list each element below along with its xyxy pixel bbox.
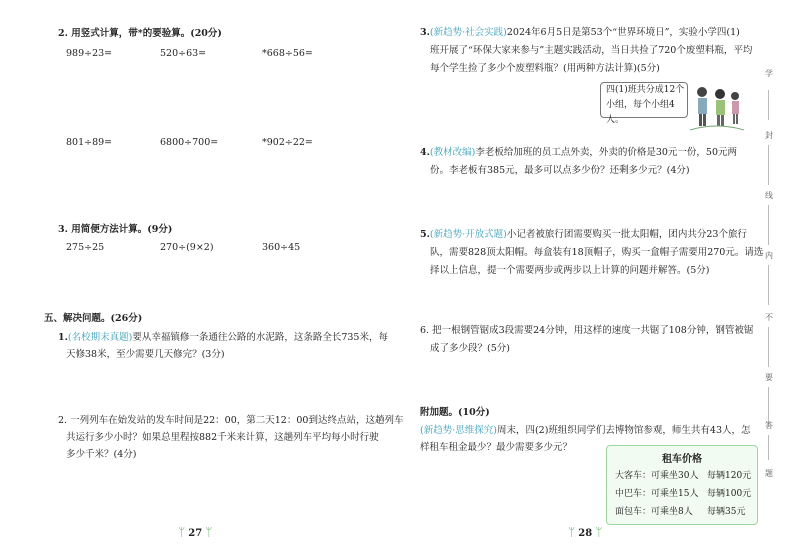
gutter-char: 内 — [765, 251, 773, 260]
price-row-fee: 每辆100元 — [707, 489, 752, 499]
plant-icon: ᛘ — [595, 525, 603, 539]
gutter-line — [768, 327, 769, 367]
problem-5-line1: 5.(新趋势·开放式题)小记者被旅行团需要购买一批太阳帽，团内共分23个旅行 — [420, 229, 747, 240]
q2-problem: 6800÷700= — [160, 137, 219, 148]
q3-problem: 360÷45 — [262, 242, 301, 253]
problem-3-line2: 班开展了“环保大家来参与”主题实践活动，当日共捡了720个废塑料瓶，平均 — [430, 45, 753, 56]
problem-2-line1: 2. 一列列车在始发站的发车时间是22：00，第二天12：00到达终点站，这趟列车 — [58, 415, 404, 426]
problem-6-line1: 6. 把一根钢管锯成3段需要24分钟，用这样的速度一共锯了108分钟，钢管被锯 — [420, 325, 754, 336]
problem-tag: (教材改编) — [429, 147, 476, 158]
problem-1-line1: 1.(名校期末真题)要从幸福镇修一条通往公路的水泥路，这条路全长735米，每 — [58, 332, 388, 343]
problem-tag: (新趋势·思维探究) — [420, 425, 497, 436]
gutter-char: 要 — [765, 373, 773, 382]
gutter-char: 学 — [765, 69, 773, 78]
q2-problem: 801÷89= — [66, 137, 113, 148]
gutter-char: 不 — [765, 313, 773, 322]
gutter-line — [768, 435, 769, 460]
price-row-type: 面包车：可乘坐8人 — [615, 507, 693, 517]
extra-line1: (新趋势·思维探究)周末，四(2)班组织同学们去博物馆参观，师生共有43人，怎 — [420, 425, 751, 436]
extra-line2: 样租车租金最少？最少需要多少元？ — [420, 442, 573, 453]
price-row-fee: 每辆35元 — [707, 507, 746, 517]
section5-title: 五、解决问题。(26分) — [44, 313, 143, 324]
q3-problem: 270÷(9×2) — [160, 242, 214, 253]
page-number-left: ᛘ 27 ᛘ — [178, 525, 213, 539]
problem-2-line3: 多少千米？(4分) — [66, 449, 137, 460]
q2-title: 2. 用竖式计算，带*的要验算。(20分) — [58, 28, 222, 39]
gutter-line — [768, 265, 769, 305]
q2-problem: 520÷63= — [160, 48, 207, 59]
plant-icon: ᛘ — [568, 525, 576, 539]
gutter-char: 题 — [765, 469, 773, 478]
q3-problem: 275÷25 — [66, 242, 105, 253]
problem-4-line2: 份。李老板有385元，最多可以点多少份？还剩多少元？(4分) — [430, 165, 690, 176]
problem-6-line2: 成了多少段？(5分) — [430, 343, 510, 354]
price-row-fee: 每辆120元 — [707, 471, 752, 481]
q2-problem: *668÷56= — [262, 48, 313, 59]
q2-problem: 989÷23= — [66, 48, 113, 59]
gutter-char: 答 — [765, 421, 773, 430]
q2-problem: *902÷22= — [262, 137, 313, 148]
price-heading: 租车价格 — [662, 454, 702, 465]
problem-tag: (新趋势·社会实践) — [429, 27, 507, 38]
problem-4-line1: 4.(教材改编)李老板给加班的员工点外卖，外卖的价格是30元一份，50元两 — [420, 147, 738, 158]
problem-1-line2: 天修38米，至少需要几天修完？(3分) — [66, 349, 225, 360]
rental-price-table — [606, 445, 758, 525]
gutter-line — [768, 205, 769, 245]
gutter-line — [768, 90, 769, 120]
problem-tag: (名校期末真题) — [67, 332, 133, 343]
plant-icon: ᛘ — [178, 525, 186, 539]
problem-tag: (新趋势·开放式题) — [429, 229, 507, 240]
problem-2-line2: 共运行多少小时？如果总里程按882千米来计算，这趟列车平均每小时行驶 — [66, 432, 379, 443]
gutter-char: 封 — [765, 131, 773, 140]
problem-3-line3: 每个学生捡了多少个废塑料瓶？(用两种方法计算)(5分) — [430, 63, 660, 74]
gutter-line — [768, 145, 769, 185]
price-row-type: 大客车：可乘坐30人 — [615, 471, 699, 481]
extra-title: 附加题。(10分) — [420, 407, 490, 418]
page-number-right: ᛘ 28 ᛘ — [568, 525, 603, 539]
problem-3-line1: 3.(新趋势·社会实践)2024年6月5日是第53个“世界环境日”，实验小学四(1) — [420, 27, 740, 38]
plant-icon: ᛘ — [205, 525, 213, 539]
students-illustration — [690, 82, 744, 134]
price-row-type: 中巴车：可乘坐15人 — [615, 489, 699, 499]
problem-5-line2: 队，需要828顶太阳帽。每盒装有18顶帽子，购买一盒帽子需要用270元。请选 — [430, 247, 764, 258]
q3-title: 3. 用简便方法计算。(9分) — [58, 224, 173, 235]
speech-bubble: 四(1)班共分成12个 小组，每个小组4人。 — [600, 82, 688, 118]
problem-5-line3: 择以上信息，提一个需要两步或两步以上计算的问题并解答。(5分) — [430, 265, 710, 276]
gutter-char: 线 — [765, 191, 773, 200]
